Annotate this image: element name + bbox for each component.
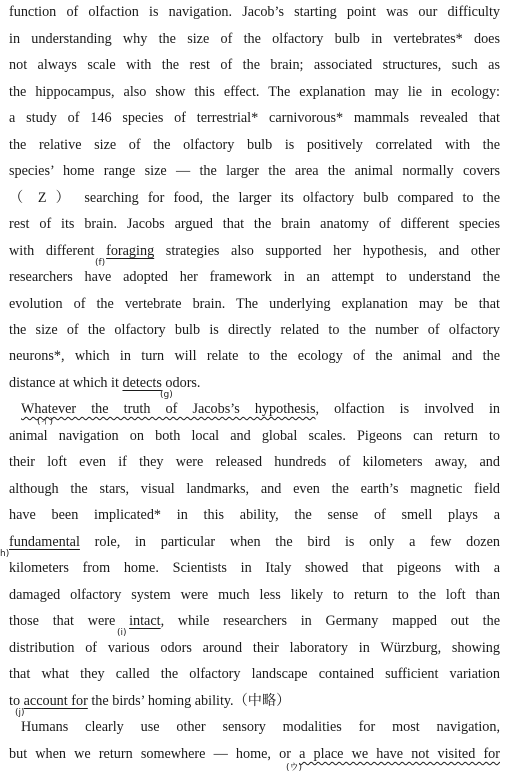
text-line: not always scale with the rest of the brain; associated structures, such as bbox=[9, 57, 500, 73]
marker-i: (i) bbox=[117, 628, 127, 638]
text-segment: with different bbox=[9, 243, 107, 259]
text-line bbox=[9, 692, 500, 710]
marker-f: (f) bbox=[95, 258, 106, 268]
text-line: kilometers from home. Scientists in Italy showed that pigeons with a bbox=[9, 560, 500, 576]
underlined-term-j: account for bbox=[23, 693, 88, 709]
text-segment: strategies also supported her hypothesis, and other bbox=[154, 243, 501, 259]
marker-g: (g) bbox=[160, 390, 173, 400]
text-line: neurons*, which in turn will relate to the ecology of the animal and the bbox=[9, 348, 500, 364]
underlined-term-g: detects bbox=[122, 375, 162, 391]
text-segment: role, in particular when the bird is only a few dozen bbox=[79, 534, 500, 550]
text-line bbox=[9, 612, 500, 630]
text-line: （ Z ） searching for food, the larger its olfactory bulb compared to the bbox=[9, 190, 500, 206]
text-line: the relative size of the olfactory bulb is positively correlated with the bbox=[9, 137, 500, 153]
text-line: damaged olfactory system were much less likely to return to the loft than bbox=[9, 587, 500, 603]
text-line bbox=[9, 374, 500, 392]
text-segment: but when we return somewhere — home, or bbox=[9, 746, 300, 762]
text-line: in understanding why the size of the olfactory bulb in vertebrates* does bbox=[9, 31, 500, 47]
marker-j: (j) bbox=[15, 708, 25, 718]
text-line: function of olfaction is navigation. Jacob’s starting point was our difficulty bbox=[9, 4, 500, 20]
underlined-term-h: fundamental bbox=[9, 534, 80, 550]
text-segment: to bbox=[9, 693, 24, 709]
text-line bbox=[9, 242, 500, 260]
text-line: have been implicated* in this ability, the sense of smell plays a bbox=[9, 507, 500, 523]
text-line: evolution of the vertebrate brain. The underlying explanation may be that bbox=[9, 296, 500, 312]
marker-h: h) bbox=[0, 549, 10, 559]
text-segment: those that were bbox=[9, 613, 130, 629]
text-line: the size of the olfactory bulb is directly related to the number of olfactory bbox=[9, 322, 500, 338]
text-line: a study of 146 species of terrestrial* carnivorous* mammals revealed that bbox=[9, 110, 500, 126]
text-line: Humans clearly use other sensory modalities for most navigation, bbox=[21, 719, 500, 735]
text-segment: distance at which it bbox=[9, 375, 123, 391]
wavy-underlined-phrase-i: Whatever the truth of Jacobs’s hypothesis bbox=[21, 401, 316, 417]
wavy-underlined-phrase-u: a place we have not visited for bbox=[299, 746, 500, 762]
text-line: distribution of various odors around their laboratory in Würzburg, showing bbox=[9, 640, 500, 656]
text-segment: the birds’ homing ability.（中略） bbox=[87, 693, 291, 709]
underlined-term-i: intact bbox=[129, 613, 161, 629]
text-segment: , olfaction is involved in bbox=[315, 401, 500, 417]
text-line bbox=[9, 533, 500, 551]
text-line: researchers have adopted her framework in an attempt to understand the bbox=[9, 269, 500, 285]
text-line: species’ home range size — the larger the area the animal normally covers bbox=[9, 163, 500, 179]
underlined-term-f: foraging bbox=[106, 243, 155, 259]
text-line: although the stars, visual landmarks, and even the earth’s magnetic field bbox=[9, 481, 500, 497]
text-line bbox=[21, 400, 500, 418]
text-line: their loft even if they were released hundreds of kilometers away, and bbox=[9, 454, 500, 470]
marker-wave-u: (ウ) bbox=[286, 763, 303, 773]
text-line: the hippocampus, also show this effect. The explanation may lie in ecology: bbox=[9, 84, 500, 100]
text-line: animal navigation on both local and global scales. Pigeons can return to bbox=[9, 428, 500, 444]
text-segment: odors. bbox=[161, 375, 201, 391]
text-line: that what they called the olfactory landscape contained sufficient variation bbox=[9, 666, 500, 682]
text-segment: , while researchers in Germany mapped out the bbox=[160, 613, 500, 629]
text-line bbox=[9, 745, 500, 763]
marker-wave-i: (イ) bbox=[37, 417, 54, 427]
text-line: rest of its brain. Jacobs argued that the brain anatomy of different species bbox=[9, 216, 500, 232]
